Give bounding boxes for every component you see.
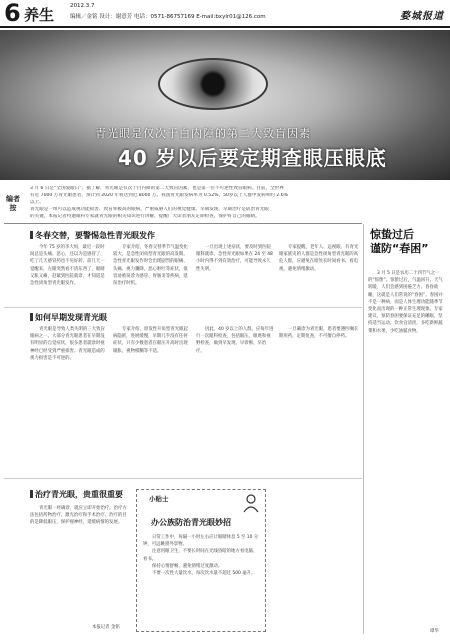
section-heading: 如何早期发现青光眼 bbox=[30, 312, 107, 323]
intro-line: 的关键。本报记者特邀眼科专家就青光眼的相关知识进行讲解，提醒广大读者朋友定期检查，保护好自己的眼睛。 bbox=[30, 214, 260, 219]
sidebar-title: 惊蛰过后 谨防“春困” bbox=[370, 228, 429, 255]
divider bbox=[4, 307, 362, 308]
divider bbox=[4, 223, 362, 224]
tips-body bbox=[143, 534, 261, 577]
tips-title: 办公族防治青光眼妙招 bbox=[151, 518, 231, 527]
article-column: 专家提醒，老年人、远视眼、有青光眼家族史的人群是急性闭角型青光眼的高危人群，应避免在暗处长时间看书、看电视，避免情绪激动。 bbox=[279, 245, 359, 272]
byline: 谭华 bbox=[430, 629, 439, 634]
intro-line: 以上。 bbox=[30, 200, 44, 205]
article-column: 因此，40 岁以上的人群，应每年进行一次眼科检查，包括眼压、眼底和视野检查，做到早发现、早诊断、早治疗。 bbox=[196, 327, 274, 354]
article-column: 青光眼一经确诊，就应立即开始治疗。治疗方法包括药物治疗、激光治疗和手术治疗。治疗的目的是降低眼压，保护视神经，延缓病情的发展。 bbox=[30, 506, 127, 526]
sidebar-article: 3 月 5 日是农历二十四节气之一的“惊蛰”。惊蛰过后，气温回升，天气转暖，人们会感到困倦乏力、昏昏欲睡，这就是人们常说的“春困”。春困并不是一种病，而是人体生理功能随季节变化而出现的一种正常生理现象。专家建议，预防春困要保证充足的睡眠，坚持适当运动，饮食宜清淡，多吃新鲜蔬菜和水果，少吃油腻食物。 bbox=[368, 271, 443, 334]
article-column: 一旦确诊为青光眼，患者要遵医嘱长期用药，定期复查，不可擅自停药。 bbox=[279, 327, 359, 340]
page-number: 6 bbox=[4, 0, 21, 27]
article-column: 青光眼是导致人类失明的三大致盲眼病之一。大部分青光眼患者在早期没有明显的自觉症状，很多患者就诊时视神经已经受到严重损害。青光眼造成的视力损害是不可逆的。 bbox=[30, 327, 105, 361]
tips-tag: 小贴士 bbox=[149, 495, 169, 503]
hero-image bbox=[0, 30, 450, 180]
newspaper-logo: 婺城报道 bbox=[400, 11, 444, 22]
section-heading: 冬春交替，要警惕急性青光眼发作 bbox=[30, 230, 155, 241]
section-heading: 治疗青光眼，贵重很重要 bbox=[30, 489, 123, 500]
column-divider bbox=[363, 224, 364, 634]
intro-line: 有近 7000 万青光眼患者，预计到 2020 年将达到近 8000 万。我国青光眼发病率为 0.52%，50岁以上人群中发病率约 2.6% bbox=[30, 193, 289, 198]
hero-title: 40 岁以后要定期查眼压眼底 bbox=[118, 146, 387, 170]
intro-line: 青光眼是一组可以造成视功能损害、致盲率极高的眼病，严重威胁人们的视觉健康。早期发现、早期治疗是防治青光眼 bbox=[30, 207, 269, 212]
article-column: 专家介绍，原发性开角型青光眼起病隐匿，进展缓慢，早期几乎没有任何症状，只有少数患者在眼压升高时出现眼胀、视物模糊等不适。 bbox=[113, 327, 188, 354]
article-column: 今年 75 岁的李大妈，最近一段时间总是头痛、恶心，还以为是感冒了，吃了几天感冒药也不见好转。前几天一觉醒来，左眼突然看不清东西了，眼睛又胀又痛，赶紧到医院就诊，才知道是急性闭角型青光眼发作。 bbox=[30, 245, 105, 287]
article-column: 一旦出现上述症状，要及时到医院眼科就诊。急性青光眼如果在 24 至 48 小时内得不到有效治疗，可能导致永久性失明。 bbox=[196, 245, 273, 272]
article-column: 专家介绍，冬春交替季节气温变化较大，是急性闭角型青光眼的高发期。急性青光眼发作时会出现剧烈的眼痛、头痛、视力骤降、恶心呕吐等症状，很容易被误诊为感冒、胃肠炎等疾病，延误治疗时机。 bbox=[113, 245, 188, 287]
person-icon bbox=[241, 493, 261, 513]
tip-item: 不要一次性大量饮水，每次饮水量不超过 500 毫升。 bbox=[152, 571, 256, 577]
hero-subtitle: 青光眼是仅次于白内障的第二大致盲因素 bbox=[95, 127, 311, 140]
masthead bbox=[0, 0, 450, 28]
byline: 本报记者 金铭 bbox=[92, 625, 120, 630]
eye-icon bbox=[158, 58, 268, 110]
issue-date: 2012.3.7 bbox=[70, 3, 95, 9]
tips-box bbox=[136, 489, 266, 632]
staff-line: 编辑／金铭 设计：谢意芳 电话：0571-86757169 E-mail:bxylr01@126.com bbox=[70, 14, 266, 20]
divider bbox=[4, 478, 362, 479]
section-name: 养生 bbox=[24, 6, 55, 24]
tip-item: 保持心情舒畅，避免情绪过度激动。 bbox=[152, 563, 223, 569]
intro-line: 3 月 6 日是“全国爱眼日”。据了解，青光眼是仅次于白内障的第二大致盲因素，也是第一位不可逆性致盲眼病。目前，全世界 bbox=[30, 186, 284, 191]
tip-item: 日常工作中，每隔一小时左右应让眼睛休息 5 至 10 分钟，可远眺窗外景物。 bbox=[143, 535, 259, 548]
editor-note-badge: 编者按 bbox=[6, 195, 20, 212]
tip-item: 注意用眼卫生，不要长时间在光线昏暗的地方看电脑、看书。 bbox=[143, 549, 258, 562]
